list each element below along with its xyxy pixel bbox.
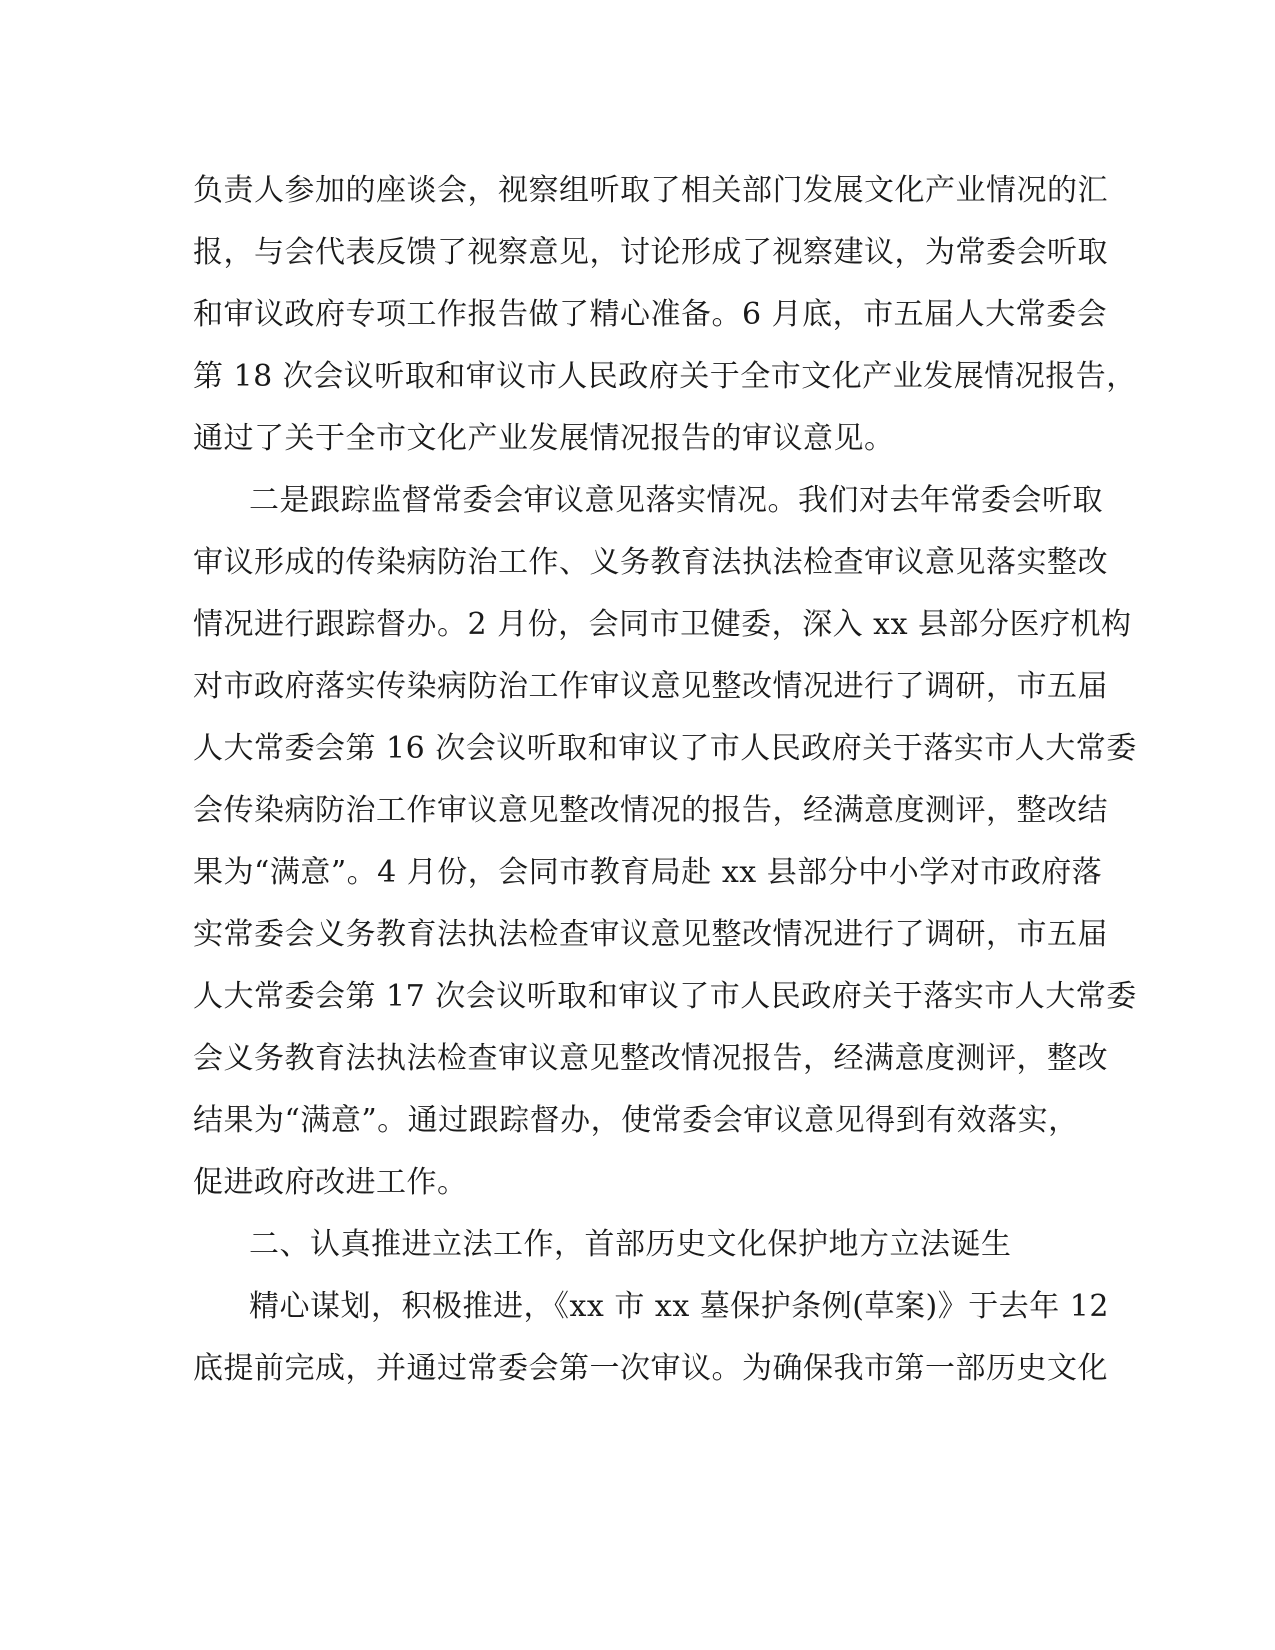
text-line: 结果为“满意”。通过跟踪督办，使常委会审议意见得到有效落实，	[193, 1103, 1079, 1138]
text-line: 人大常委会第 16 次会议听取和审议了市人民政府关于落实市人大常委	[193, 731, 1137, 766]
text-line: 负责人参加的座谈会，视察组听取了相关部门发展文化产业情况的汇	[193, 173, 1108, 208]
text-line: 底提前完成，并通过常委会第一次审议。为确保我市第一部历史文化	[193, 1351, 1108, 1386]
text-line: 促进政府改进工作。	[193, 1165, 468, 1200]
text-line: 报，与会代表反馈了视察意见，讨论形成了视察建议，为常委会听取	[193, 235, 1108, 270]
text-line: 情况进行跟踪督办。2 月份，会同市卫健委，深入 xx 县部分医疗机构	[193, 607, 1132, 642]
text-line: 实常委会义务教育法执法检查审议意见整改情况进行了调研，市五届	[193, 917, 1108, 952]
section-heading: 二、认真推进立法工作，首部历史文化保护地方立法诞生	[249, 1227, 1012, 1262]
paragraph-start-line: 二是跟踪监督常委会审议意见落实情况。我们对去年常委会听取	[249, 483, 1103, 518]
text-line: 人大常委会第 17 次会议听取和审议了市人民政府关于落实市人大常委	[193, 979, 1137, 1014]
text-line: 对市政府落实传染病防治工作审议意见整改情况进行了调研，市五届	[193, 669, 1108, 704]
paragraph-start-line: 精心谋划，积极推进，《xx 市 xx 墓保护条例(草案)》于去年 12	[249, 1289, 1109, 1324]
text-line: 会传染病防治工作审议意见整改情况的报告，经满意度测评，整改结	[193, 793, 1108, 828]
text-line: 和审议政府专项工作报告做了精心准备。6 月底，市五届人大常委会	[193, 297, 1108, 332]
document-body	[193, 160, 1137, 1400]
text-line: 果为“满意”。4 月份，会同市教育局赴 xx 县部分中小学对市政府落	[193, 855, 1103, 890]
text-line: 通过了关于全市文化产业发展情况报告的审议意见。	[193, 421, 895, 456]
text-line: 第 18 次会议听取和审议市人民政府关于全市文化产业发展情况报告，	[193, 359, 1137, 394]
text-line: 会义务教育法执法检查审议意见整改情况报告，经满意度测评，整改	[193, 1041, 1108, 1076]
text-line: 审议形成的传染病防治工作、义务教育法执法检查审议意见落实整改	[193, 545, 1108, 580]
